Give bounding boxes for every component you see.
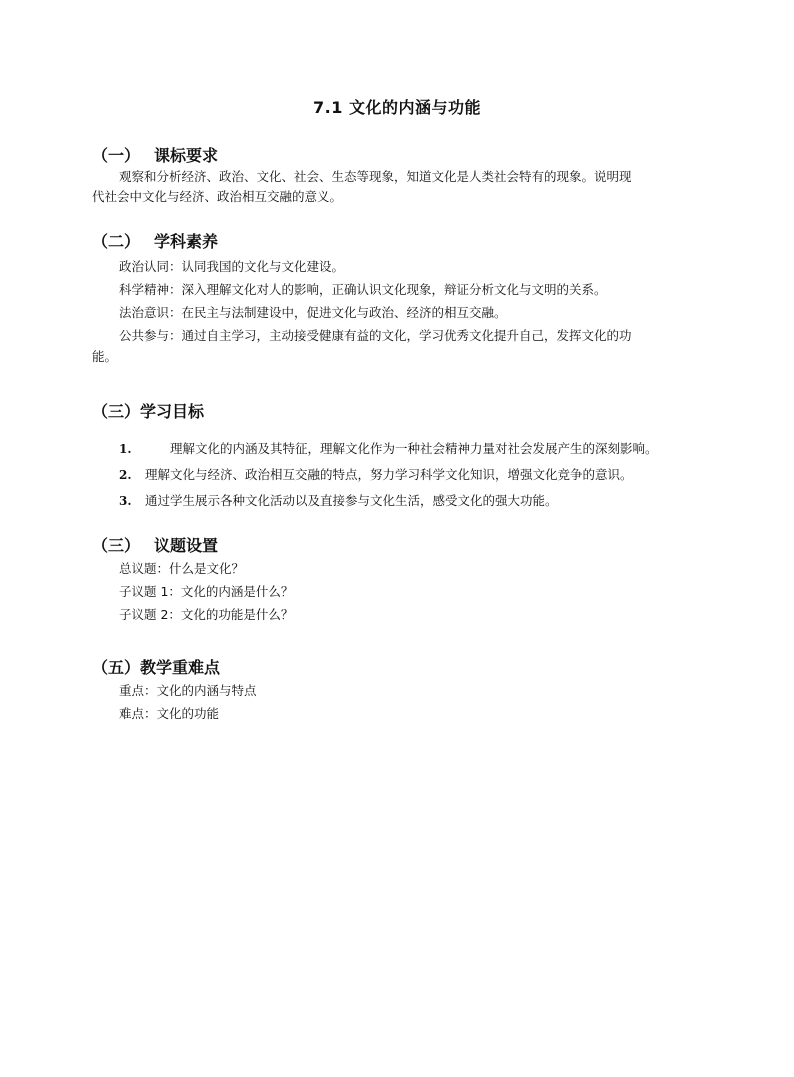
- literacy-item-scientific: 科学精神：深入理解文化对人的影响，正确认识文化现象，辩证分析文化与文明的关系。: [119, 282, 607, 297]
- objective-text: 通过学生展示各种文化活动以及直接参与文化生活，感受文化的强大功能。: [145, 493, 558, 508]
- section-number: （一）: [92, 146, 141, 165]
- paragraph-line: 观察和分析经济、政治、文化、社会、生态等现象，知道文化是人类社会特有的现象。说明现: [119, 169, 632, 184]
- topic-item-main: 总议题：什么是文化？: [119, 561, 245, 576]
- section-heading: [92, 231, 712, 253]
- objective-number: 2.: [119, 468, 132, 482]
- objective-text: 理解文化与经济、政治相互交融的特点，努力学习科学文化知识，增强文化竞争的意识。: [145, 467, 633, 482]
- section-number: （三）: [92, 536, 141, 555]
- section-heading: [92, 145, 712, 167]
- literacy-item-legal: 法治意识：在民主与法制建设中，促进文化与政治、经济的相互交融。: [119, 305, 507, 320]
- paragraph-line: 代社会中文化与经济、政治相互交融的意义。: [92, 189, 343, 204]
- objective-item: [92, 462, 712, 488]
- literacy-item-public: 公共参与：通过自主学习，主动接受健康有益的文化，学习优秀文化提升自己，发挥文化的功: [119, 328, 632, 343]
- focus-item-key-point: 重点：文化的内涵与特点: [119, 683, 257, 698]
- topic-item-sub-2: 子议题 2：文化的功能是什么？: [119, 607, 294, 622]
- objective-text: 理解文化的内涵及其特征，理解文化作为一种社会精神力量对社会发展产生的深刻影响。: [170, 441, 658, 456]
- section-teaching-focus: [92, 657, 712, 725]
- section-subject-literacy: [92, 231, 712, 367]
- objective-number: 1.: [119, 442, 132, 456]
- objective-number: 3.: [119, 494, 132, 508]
- topic-item-sub-1: 子议题 1：文化的内涵是什么？: [119, 584, 294, 599]
- section-curriculum-requirements: [92, 145, 712, 207]
- section-learning-objectives: [92, 401, 712, 514]
- section-topic-setting: [92, 535, 712, 626]
- section-title: 议题设置: [154, 536, 219, 555]
- section-heading: [92, 535, 712, 557]
- section-heading: （五）教学重难点: [92, 658, 221, 677]
- section-number: （二）: [92, 232, 141, 251]
- literacy-item-political: 政治认同：认同我国的文化与文化建设。: [119, 259, 345, 274]
- literacy-item-public-continued: 能。: [92, 349, 118, 364]
- objective-item: [92, 436, 712, 462]
- page-title: 7.1 文化的内涵与功能: [313, 98, 481, 117]
- section-heading: （三）学习目标: [92, 402, 205, 421]
- focus-item-difficulty: 难点：文化的功能: [119, 706, 220, 721]
- objective-item: [92, 488, 712, 514]
- section-title: 课标要求: [154, 146, 219, 165]
- section-title: 学科素养: [154, 232, 219, 251]
